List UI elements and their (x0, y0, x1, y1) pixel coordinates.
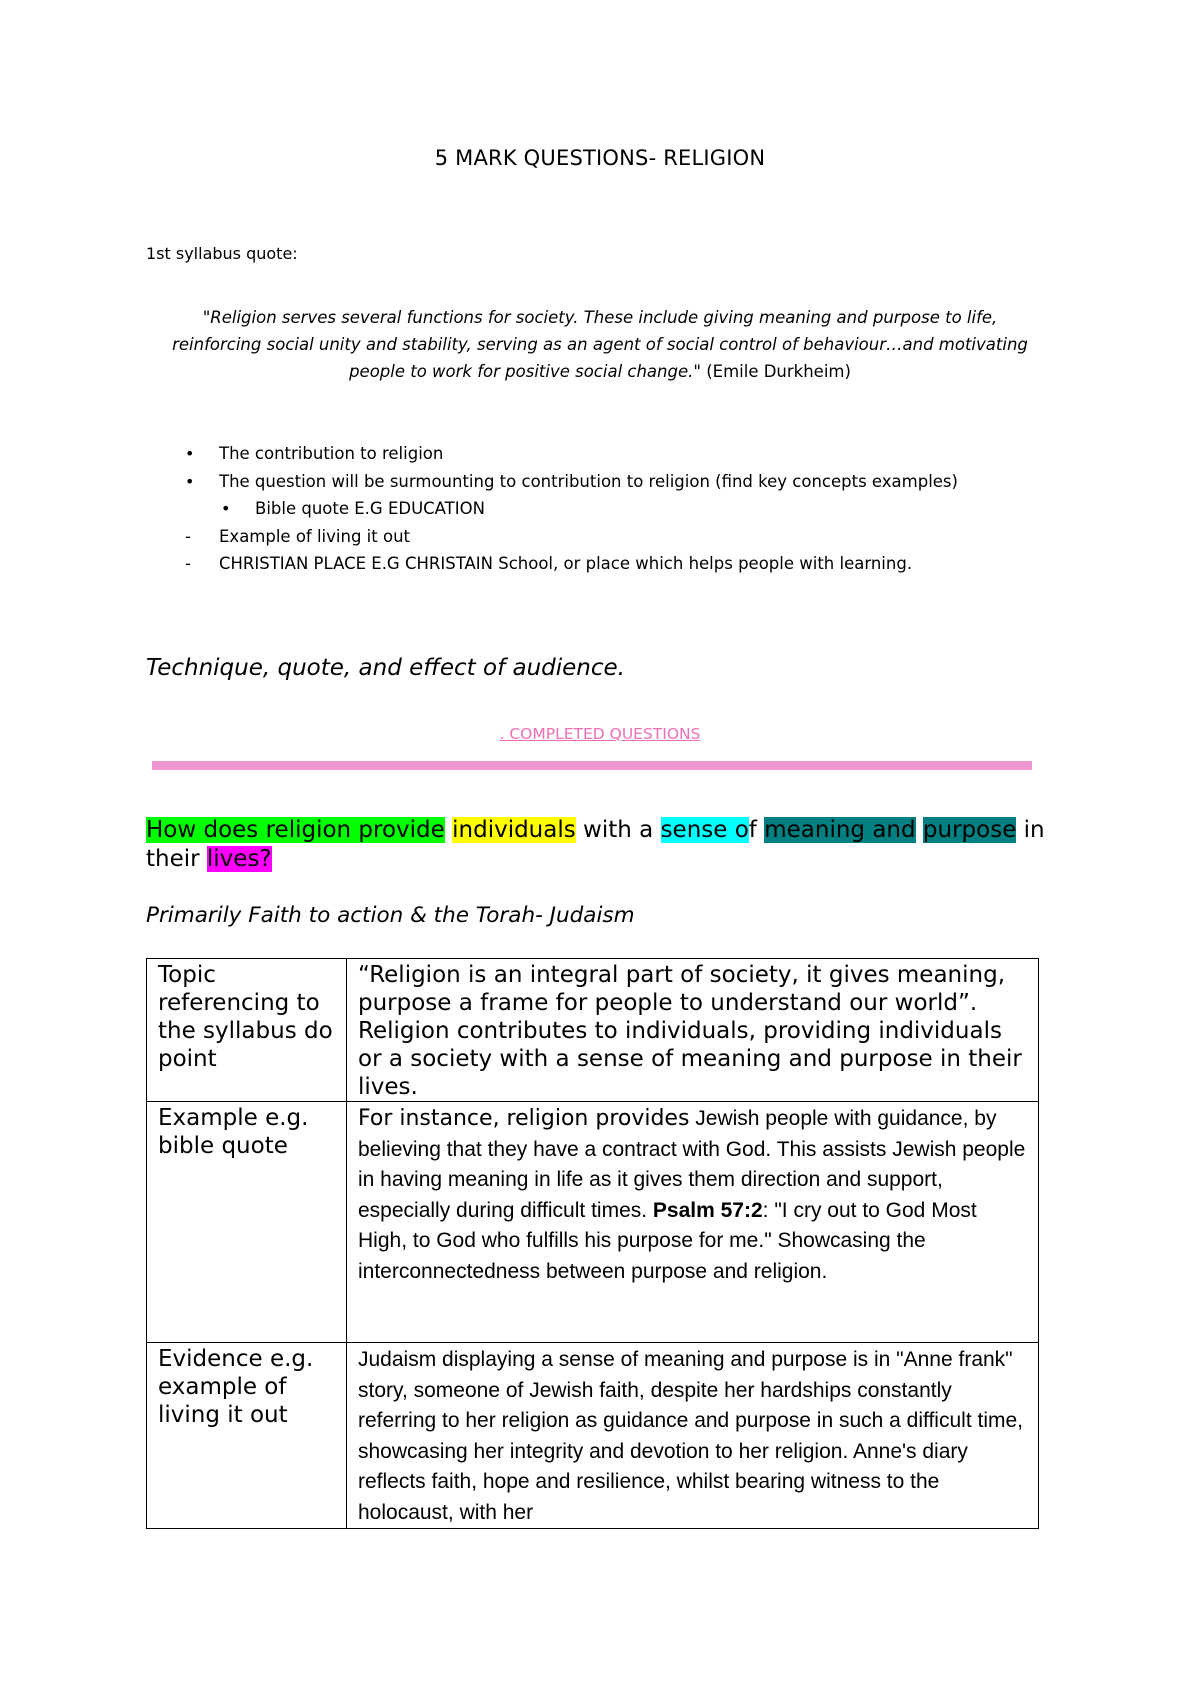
row-label: Example e.g. bible quote (147, 1102, 347, 1343)
quote-text: "Religion serves several functions for society. These include giving meaning and purpose to life, reinforcing social unity and stability, serving as an agent of social control of behaviour…and motivating people to work for positive social change." (172, 308, 1028, 381)
list-item (185, 523, 958, 551)
bullet-icon: • (185, 444, 195, 463)
table-row (147, 959, 1039, 1102)
list-item (185, 440, 958, 468)
bullet-icon: • (221, 499, 231, 518)
question-heading (146, 816, 1046, 874)
content-text: Jewish people with guidance, by believing that they have a contract with God. This assists Jewish people in having meaning in life as it gives them direction and support, especially during difficult times. (358, 1107, 1026, 1222)
table-row (147, 1102, 1039, 1343)
list-item (185, 468, 958, 496)
row-label: Evidence e.g. example of living it out (147, 1343, 347, 1529)
technique-heading: Technique, quote, and effect of audience. (146, 655, 625, 681)
dash-icon: - (185, 526, 191, 546)
question-part: individuals (452, 817, 576, 843)
lead-text: For instance, religion provides (358, 1106, 690, 1131)
psalm-reference: Psalm 57:2 (652, 1198, 763, 1222)
content-table (146, 958, 1039, 1529)
row-content: Judaism displaying a sense of meaning and purpose is in "Anne frank" story, someone of Jewish faith, despite her hardships constantly referring to her religion as guidance and purpose in such a difficult time, showcasing her integrity and devotion to her religion. Anne's diary reflects faith, hope and resilience, whilst bearing witness to the holocaust, with her (347, 1343, 1039, 1529)
syllabus-quote (160, 304, 1040, 385)
question-part: purpose (922, 817, 1017, 843)
completed-questions-link[interactable]: . COMPLETED QUESTIONS (499, 725, 701, 743)
question-part: sense o (660, 817, 749, 843)
question-part: with a (583, 817, 654, 843)
list-item-text: The contribution to religion (219, 444, 444, 463)
bullet-icon: • (185, 471, 195, 491)
list-item-text: The question will be surmounting to contribution to religion (find key concepts examples) (219, 471, 958, 491)
list-item-text: CHRISTIAN PLACE E.G CHRISTAIN School, or place which helps people with learning. (219, 554, 913, 573)
question-part: f (748, 817, 757, 843)
section-subtitle: Primarily Faith to action & the Torah- Judaism (146, 903, 635, 928)
list-item (185, 495, 958, 523)
row-content (347, 1102, 1039, 1343)
quote-author: (Emile Durkheim) (706, 362, 851, 381)
question-part: meaning and (764, 817, 916, 843)
row-label: Topic referencing to the syllabus do point (147, 959, 347, 1102)
page-title: 5 MARK QUESTIONS- RELIGION (434, 146, 766, 170)
question-part: in their (146, 817, 1045, 872)
bullet-list (185, 440, 958, 578)
question-part: How does religion provide (146, 817, 445, 843)
list-item-text: Example of living it out (219, 526, 410, 546)
list-item (185, 550, 958, 578)
row-content: “Religion is an integral part of society, it gives meaning, purpose a frame for people to understand our world”. Religion contributes to individuals, providing individuals or a society with a sense of meaning and purpose in their lives. (347, 959, 1039, 1102)
dash-icon: - (185, 554, 191, 573)
syllabus-label: 1st syllabus quote: (146, 244, 298, 263)
question-part: lives? (206, 846, 272, 872)
list-item-text: Bible quote E.G EDUCATION (255, 499, 485, 518)
table-row (147, 1343, 1039, 1529)
pink-divider (152, 761, 1032, 770)
content-text: : "I cry out to God Most High, to God who fulfills his purpose for me." Showcasing the interconnectedness between purpose and religion. (358, 1198, 977, 1283)
